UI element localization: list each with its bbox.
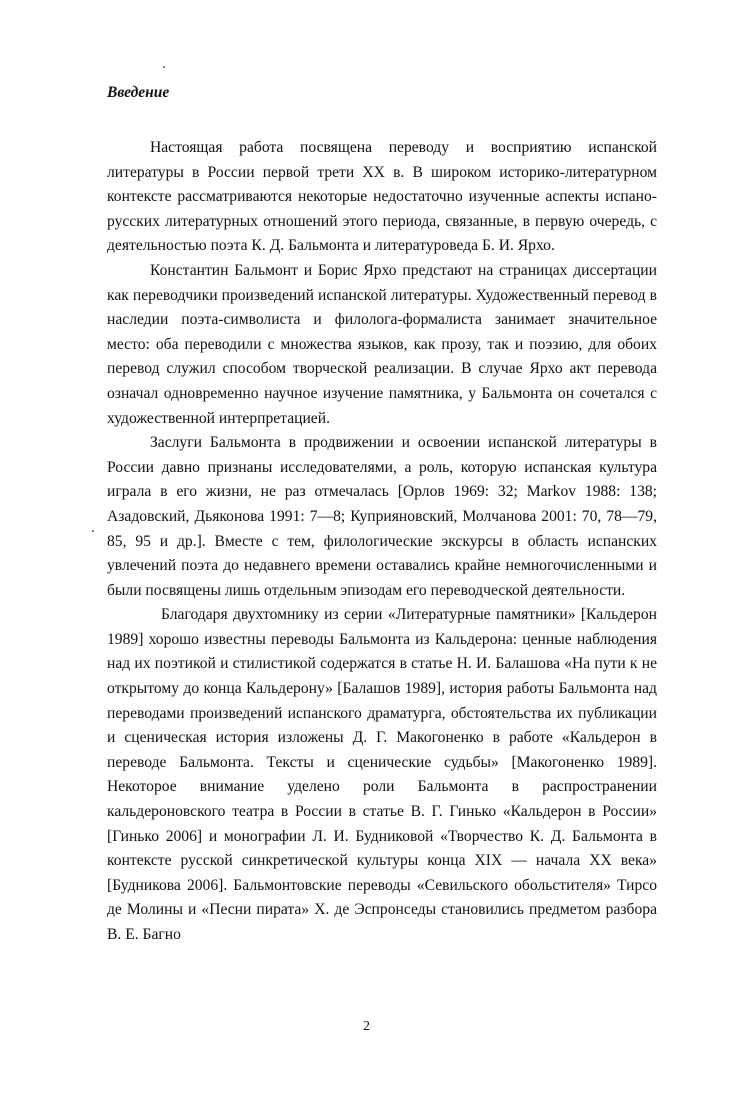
section-heading: Введение — [107, 84, 170, 101]
scan-speck — [92, 530, 94, 532]
paragraph-4: Благодаря двухтомнику из серии «Литературные памятники» [Кальдерон 1989] хорошо известны переводы Бальмонта из Кальдерона: ценные наблюдения над их поэтикой и стилистикой содержатся в статье Н. И. Балашова «На пути к не открытому до конца Кальдерону» [Балашов 1989], история работы Бальмонта над переводами произведений испанского драматурга, обстоятельства их публикации и сценическая история изложены Д. Г. Макогоненко в работе «Кальдерон в переводе Бальмонта. Тексты и сценические судьбы» [Макогоненко 1989]. Некоторое внимание уделено роли Бальмонта в распространении кальдероновского театра в России в статье В. Г. Гинько «Кальдерон в России» [Гинько 2006] и монографии Л. И. Будниковой «Творчество К. Д. Бальмонта в контексте русской синкретической культуры конца XIX — начала XX века» [Будникова 2006]. Бальмонтовские переводы «Севильского обольстителя» Тирсо де Молины и «Песни пирата» Х. де Эспронседы становились предметом разбора В. Е. Багно — [107, 606, 657, 943]
paragraph-1: Настоящая работа посвящена переводу и восприятию испанской литературы в России первой трети XX в. В широком историко-литературном контексте рассматриваются некоторые недостаточно изученные аспекты испано-русских литературных отношений этого периода, связанные, в первую очередь, с деятельностью поэта К. Д. Бальмонта и литературоведа Б. И. Ярхо. — [107, 139, 657, 255]
scan-speck — [163, 66, 165, 68]
page-number: 2 — [363, 1019, 370, 1034]
body-text — [107, 136, 657, 948]
paragraph-2: Константин Бальмонт и Борис Ярхо предстают на страницах диссертации как переводчики произведений испанской литературы. Художественный перевод в наследии поэта-символиста и филолога-формалиста занимает значительное место: оба переводили с множества языков, как прозу, так и поэзию, для обоих перевод служил способом творческой реализации. В случае Ярхо акт перевода означал одновременно научное изучение памятника, у Бальмонта он сочетался с художественной интерпретацией. — [107, 261, 657, 427]
paragraph-3: Заслуги Бальмонта в продвижении и освоении испанской литературы в России давно признаны исследователями, а роль, которую испанская культура играла в его жизни, не раз отмечалась [Орлов 1969: 32; Markov 1988: 138; Азадовский, Дьяконова 1991: 7—8; Куприяновский, Молчанова 2001: 70, 78—79, 85, 95 и др.]. Вместе с тем, филологические экскурсы в область испанских увлечений поэта до недавнего времени оставались крайне немногочисленными и были посвящены лишь отдельным эпизодам его переводческой деятельности. — [107, 434, 657, 599]
